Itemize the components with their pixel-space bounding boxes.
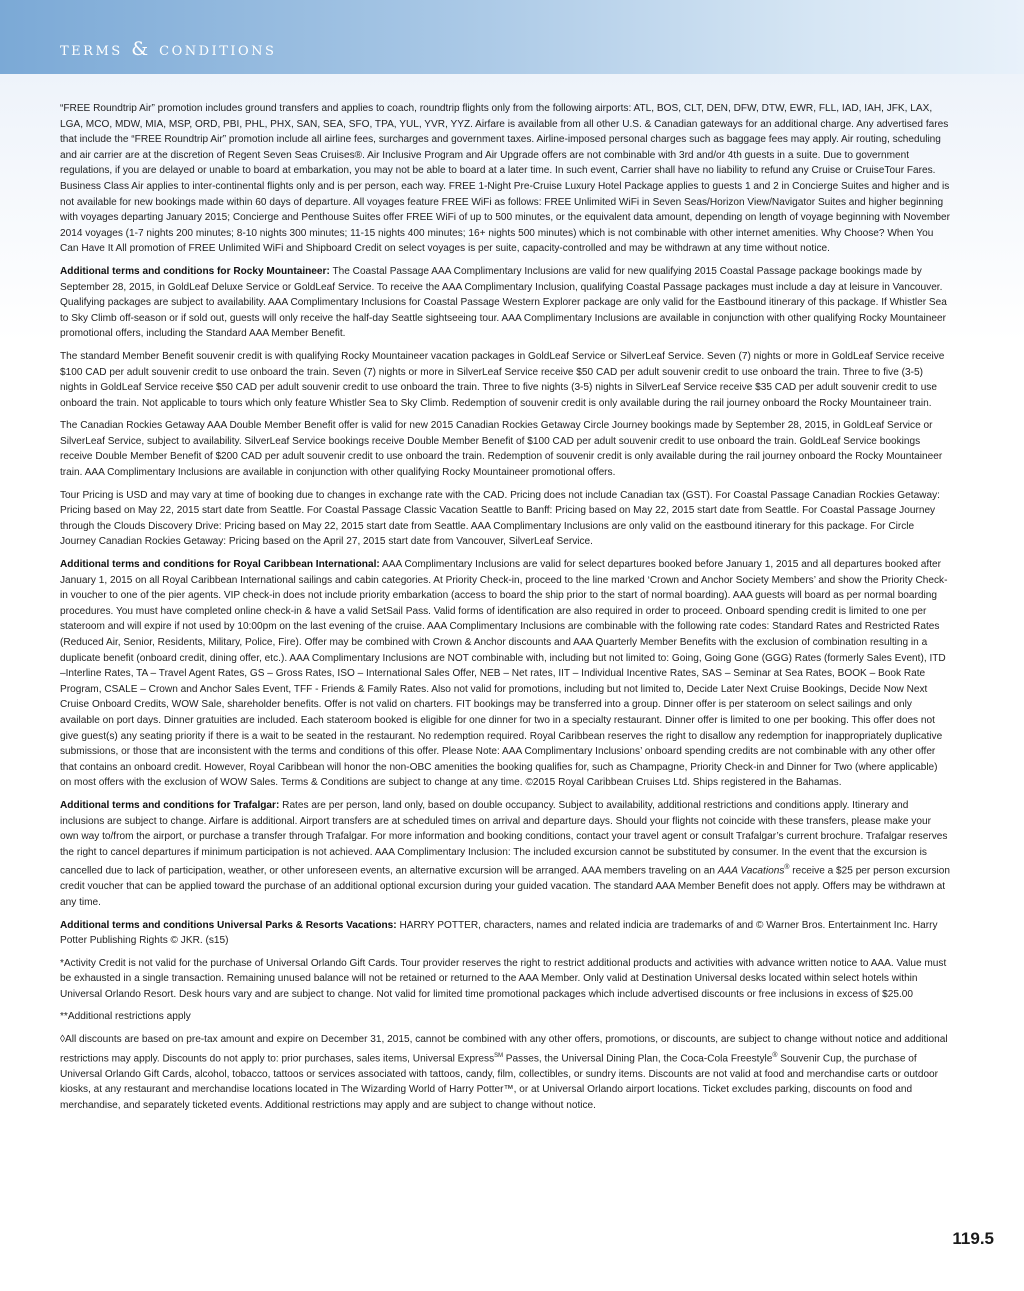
paragraph-text: Souvenir Cup, the purchase of Universal Orlando Gift Cards, alcohol, tobacco, tattoos or services associated with tattoos, candy, film, collectibles, or sundry items. Discounts are not valid at food and merchandise carts or outdoor kiosks, at any restaurant and merchandise locations located in The Wizarding World of Harry Potter™, or at Universal Orlando airport locations. Ticket excludes parking, discounts on food and merchandise, and separately ticketed events. Additional restrictions may apply and are subject to change without notice. — [60, 1053, 939, 1111]
paragraph-trafalgar — [60, 798, 951, 911]
paragraph-royal-caribbean — [60, 557, 951, 791]
paragraph-air-promotion: “FREE Roundtrip Air” promotion includes ground transfers and applies to coach, roundtrip flights only from the following airports: ATL, BOS, CLT, DEN, DFW, DTW, EWR, FLL, IAD, IAH, JFK, LAX, LGA, MCO, MDW, MIA, MSP, ORD, PBI, PHL, PHX, SAN, SEA, SFO, TPA, YUL, YVR, YYZ. Airfare is available from all other U.S. & Canadian gateways for an additional charge. Any advertised fares that include the “FREE Roundtrip Air” promotion include all airline fees, surcharges and government taxes. Airline-imposed personal charges such as baggage fees may apply. Air routing, scheduling and air carrier are at the discretion of Regent Seven Seas Cruises®. Air Inclusive Program and Air Upgrade offers are not combinable with 3rd and/or 4th guests in a suite. Due to government regulations, if you are delayed or unable to board at embarkation, you may not be able to board at a later time. In such event, Carrier shall have no liability to refund any Cruise or CruiseTour Fares. Business Class Air applies to inter-continental flights only and is per person, each way. FREE 1-Night Pre-Cruise Luxury Hotel Package applies to guests 1 and 2 in Concierge Suites and higher and is not available for new bookings made within 60 days of departure. All voyages feature FREE WiFi as follows: FREE Unlimited WiFi in Seven Seas/Horizon View/Navigator Suites and higher beginning with voyages departing January 2015; Concierge and Penthouse Suites offer FREE WiFi of up to 500 minutes, or the equivalent data amount, depending on length of voyage beginning with November 2014 voyages (1-7 nights 200 minutes; 8-10 nights 300 minutes; 11-15 nights 400 minutes; 16+ nights 500 minutes) which is not combinable with other internet amenities. Why Choose? When You Can Have It All promotion of FREE Unlimited WiFi and Shipboard Credit on select voyages is per suite, capacity-controlled and may be withdrawn at any time without notice. — [60, 103, 950, 255]
paragraph-text: ◊All discounts are based on pre-tax amount and expire on December 31, 2015, cannot be combined with any other offers, promotions, or discounts, are subject to change without notice and additional restrictions may apply. Discounts do not apply to: prior purchases, sales items, Universal Express — [60, 1034, 948, 1065]
section-heading-rocky-mountaineer: Additional terms and conditions for Rocky Mountaineer: — [60, 265, 330, 277]
paragraph-text: The Coastal Passage AAA Complimentary Inclusions are valid for new qualifying 2015 Coastal Passage package bookings made by September 28, 2015, in GoldLeaf Deluxe Service or GoldLeaf Service. To receive the AAA Complimentary Inclusion, qualifying Coastal Passage packages must include a day at leisure in Vancouver. Qualifying packages are subject to availability. AAA Complimentary Inclusions for Coastal Passage Western Explorer package are only valid for the Eastbound itinerary of this package. If Whistler Sea to Sky Climb off-season or if sold out, guests will only receive the half-day Seattle sightseeing tour. AAA Complimentary Inclusions are available in conjunction with other qualifying Rocky Mountaineer promotional offers, including the Standard AAA Member Benefit. — [60, 265, 947, 340]
paragraph-tour-pricing: Tour Pricing is USD and may vary at time of booking due to changes in exchange rate with the CAD. Pricing does not include Canadian tax (GST). For Coastal Passage Canadian Rockies Getaway: Pricing based on May 22, 2015 start date from Seattle. For Coastal Passage Classic Vacation Seattle to Banff: Pricing based on May 22, 2015 start date from Seattle. For Coastal Passage Journey through the Clouds Discovery Drive: Pricing based on May 22, 2015 start date from Seattle. AAA Complimentary Inclusions are only valid on the eastbound itinerary for this package. For Circle Journey Canadian Rockies Getaway: Pricing based on the April 27, 2015 start date from Vancouver, SilverLeaf Service. — [60, 489, 940, 548]
paragraph-canadian-rockies: The Canadian Rockies Getaway AAA Double Member Benefit offer is valid for new 2015 Canadian Rockies Getaway Circle Journey bookings made by September 28, 2015, in GoldLeaf Service or SilverLeaf Service, subject to availability. SilverLeaf Service bookings receive Double Member Benefit of $100 CAD per adult souvenir credit to use onboard the train. GoldLeaf Service bookings receive Double Member Benefit of $200 CAD per adult souvenir credit to use onboard the train. Redemption of souvenir credit is only available during the rail journey onboard the Rocky Mountaineer train. AAA Complimentary Inclusions are available in conjunction with other qualifying Rocky Mountaineer promotional offers. — [60, 420, 943, 479]
registered-mark: ® — [784, 864, 790, 872]
section-heading-universal: Additional terms and conditions Universal Parks & Resorts Vacations: — [60, 919, 397, 931]
terms-body — [60, 101, 951, 1120]
paragraph-discounts — [60, 1032, 951, 1113]
paragraph-universal-parks — [60, 918, 951, 949]
header-band — [0, 0, 1024, 74]
paragraph-additional-restrictions: **Additional restrictions apply — [60, 1011, 191, 1023]
page-title: terms & conditions — [60, 38, 277, 60]
service-mark: SM — [494, 1052, 504, 1059]
paragraph-text: AAA Complimentary Inclusions are valid for select departures booked before January 1, 2015 and all departures booked after January 1, 2015 on all Royal Caribbean International sailings and cabin categories. At Priority Check-in, proceed to the line marked ‘Crown and Anchor Society Members’ and show the Priority Check-in voucher to one of the pier agents. VIP check-in does not include priority embarkation (access to board the ship prior to the start of normal boarding). AAA guests will board as per normal boarding procedures. You must have completed online check-in & have a valid SetSail Pass. Valid forms of identification are also required in order to proceed. Onboard spending credit is limited to one per stateroom and will expire if not used by 10:00pm on the last evening of the cruise. AAA Complimentary Inclusions are combinable with the following rate codes: Standard Rates and Restricted Rates (Reduced Air, Senior, Residents, Military, Police, Fire). Offer may be combined with Crown & Anchor discounts and AAA Quarterly Member Benefits with the exclusion of combination resulting in a duplicate benefit (onboard credit, dining offer, etc.). AAA Complimentary Inclusions are NOT combinable with, including but not limited to: Going, Going Gone (GGG) Rates (formerly Sales Event), ITD –Interline Rates, TA – Travel Agent Rates, GS – Gross Rates, ISO – International Sales Offer, NEB – Net rates, IIT – Individual Incentive Rates, SAS – Seminar at Sea Rates, BOOK – Book Rate Program, CSALE – Crown and Anchor Sales Event, TFF - Friends & Family Rates. Also not valid for promotions, including but not limited to, Decide Later Next Cruise Bookings, Decide Now Next Cruise Onboard Credits, WOW Sale, shareholder benefits. Offer is not valid on charters. FIT bookings may be transferred into a group. Dinner offer is per stateroom on select sailings and only available on port days. Dinner gratuities are included. Each stateroom booked is eligible for one dinner for two in a specialty restaurant. Dinner offer is limited to one per booking. This offer does not give guest(s) any seating priority if there is a wait to be seated in the restaurant. No redemption required. Royal Caribbean reserves the right to disallow any redemption for inappropriately duplicative submissions, or those that are inconsistent with the terms and conditions of this offer. Please Note: AAA Complimentary Inclusions’ onboard spending credits are not combinable with any other offer that contains an onboard credit. However, Royal Caribbean will honor the non-OBC amenities the booking qualifies for, such as Champagne, Priority Check-in and Dinner for Two (where applicable) on most offers with the exclusion of WOW Sales. Terms & Conditions are subject to change at any time. ©2015 Royal Caribbean Cruises Ltd. Ships registered in the Bahamas. — [60, 559, 948, 789]
page-number: 119.5 — [952, 1229, 994, 1248]
section-heading-royal-caribbean: Additional terms and conditions for Royal Caribbean International: — [60, 559, 380, 571]
paragraph-text: HARRY POTTER, characters, names and related indicia are trademarks of and © Warner Bros. Entertainment Inc. Harry Potter Publishing Rights © JKR. (s15) — [60, 919, 938, 947]
paragraph-member-benefit: The standard Member Benefit souvenir credit is with qualifying Rocky Mountaineer vacation packages in GoldLeaf Service or SilverLeaf Service. Seven (7) nights or more in GoldLeaf Service receive $100 CAD per adult souvenir credit to use onboard the train. Seven (7) nights or more in SilverLeaf Service receive $50 CAD per adult souvenir credit to use onboard the train. Three to five (3-5) nights in GoldLeaf Service receive $50 CAD per adult souvenir credit to use onboard the train. Three to five nights (3-5) nights in SilverLeaf Service receive $35 CAD per adult souvenir credit to use onboard the train. Not applicable to tours which only feature Whistler Sea to Sky Climb. Redemption of souvenir credit is only available during the rail journey onboard the Rocky Mountaineer train. — [60, 350, 945, 409]
paragraph-text: Passes, the Universal Dining Plan, the Coca-Cola Freestyle — [503, 1053, 773, 1065]
paragraph-rocky-mountaineer — [60, 264, 951, 342]
registered-mark: ® — [772, 1051, 778, 1059]
paragraph-text: receive a $25 per person excursion credit voucher that can be applied toward the purchase of an additional optional excursion during your guided vacation. The standard AAA Member Benefit does not apply. Offers may be withdrawn at any time. — [60, 865, 950, 908]
paragraph-activity-credit: *Activity Credit is not valid for the purchase of Universal Orlando Gift Cards. Tour provider reserves the right to restrict additional products and activities with advance written notice to AAA. Value must be exhausted in a single transaction. Remaining unused balance will not be retained or returned to the AAA Member. Only valid at Destination Universal desks located within select hotels within Universal Orlando Resort. Desk hours vary and are subject to change. Not valid for limited time promotional packages which include advertised discounts or free inclusions in excess of $25.00 — [60, 957, 947, 1000]
paragraph-text: Rates are per person, land only, based on double occupancy. Subject to availability, additional restrictions and conditions apply. Itinerary and inclusions are subject to change. Airfare is additional. Airport transfers are at scheduled times on arrival and departure days. Should your flights not coincide with these transfers, please make your own way to/from the airport, or purchase a transfer through Trafalgar. For more information and booking conditions, contact your travel agent or consult Trafalgar’s current brochure. Trafalgar reserves the right to cancel departures if minimum participation is not achieved. AAA Complimentary Inclusion: The included excursion cannot be substituted by consumer. In the event that the excursion is cancelled due to lack of participation, weather, or other unforeseen events, an alternative excursion will be arranged. AAA members traveling on an — [60, 799, 948, 877]
aaa-vacations-text: AAA Vacations — [717, 865, 785, 877]
section-heading-trafalgar: Additional terms and conditions for Trafalgar: — [60, 799, 280, 811]
